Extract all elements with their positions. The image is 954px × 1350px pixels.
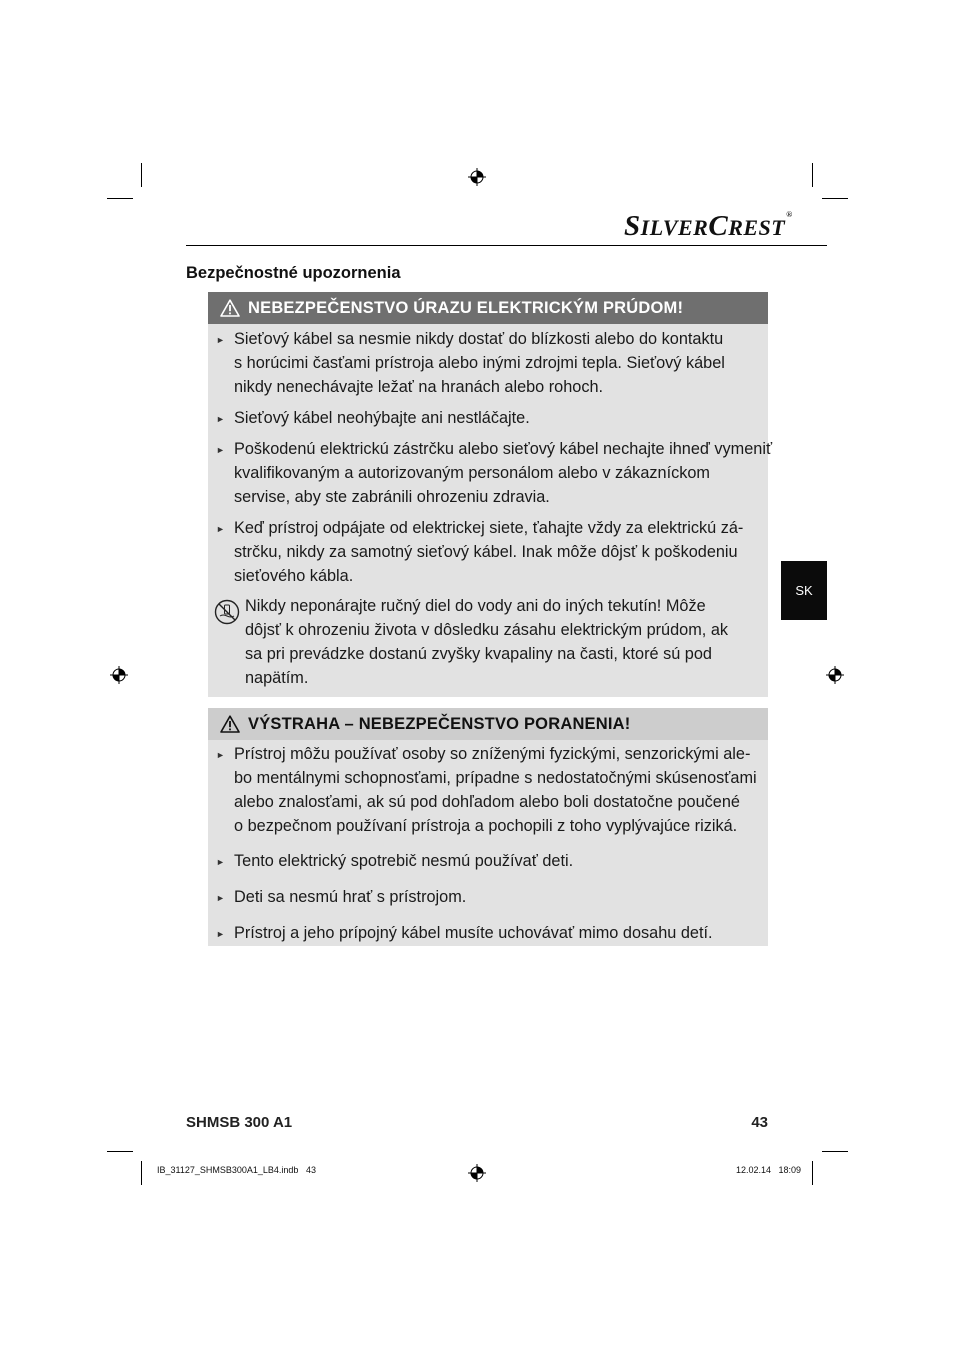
header-rule xyxy=(186,245,827,246)
crop-mark xyxy=(822,1151,848,1152)
warning-box-injury: VÝSTRAHA – NEBEZPEČENSTVO PORANENIA! ► Prístroj môžu používať osoby so zníženými fyzickými, senzorickými ale- bo mentálnymi schopnosťami, prípadne s nedostatočnými skúsenosťami alebo znalosťami, ak sú pod dohľadom alebo boli dostatočne poučené o bezpečnom používaní prístroja a pochopili z toho vyplývajúce riziká. ► Tento elektrický spotrebič nesmú používať deti. ► Deti sa nesmú hrať s prístrojom. ► Prístroj a jeho prípojný kábel musíte uchovávať mimo dosahu detí. xyxy=(208,708,768,946)
crop-mark xyxy=(107,1151,133,1152)
slug-datetime: 12.02.14 18:09 xyxy=(736,1165,802,1175)
page-number: 43 xyxy=(751,1114,768,1131)
language-tab: SK xyxy=(781,561,827,620)
registration-mark-icon xyxy=(826,666,844,684)
no-immersion-icon xyxy=(214,599,240,625)
registration-mark-icon xyxy=(468,168,486,186)
warning-box-electric-shock: NEBEZPEČENSTVO ÚRAZU ELEKTRICKÝM PRÚDOM! ► Sieťový kábel sa nesmie nikdy dostať do blízkosti alebo do kontaktu s horúcimi časťami prístroja alebo inými zdrojmi tepla. Sieťový kábel nikdy nenechávajte ležať na hranách alebo rohoch. ► Sieťový kábel neohýbajte ani nestláčajte. ► Poškodenú elektrickú zástrčku alebo sieťový kábel nechajte ihneď vymeniť kvalifikovaným a autorizovaným personálom alebo v zákazníckom servise, aby ste zabránili ohrozeniu zdravia. ► Keď prístroj odpájate od elektrickej siete, ťahajte vždy za elektrickú zá- strčku, nikdy za samotný sieťový kábel. Inak môže dôjsť k poškodeniu sieťového kábla. Nikdy neponárajte ručný diel do vody ani do iných tekutín! Môže dôjsť k ohrozeniu života v dôsledku zásahu elektrickým prúdom, ak sa pri prevádzke dostanú zvyšky kvapaliny na časti, ktoré sú pod napätím. xyxy=(208,292,768,697)
warning-box-heading: VÝSTRAHA – NEBEZPEČENSTVO PORANENIA! xyxy=(208,708,768,740)
bullet-arrow-icon: ► xyxy=(216,929,225,939)
bullet-arrow-icon: ► xyxy=(216,524,225,534)
bullet-arrow-icon: ► xyxy=(216,335,225,345)
registration-mark-icon xyxy=(110,666,128,684)
registration-mark-icon xyxy=(468,1164,486,1182)
bullet-arrow-icon: ► xyxy=(216,445,225,455)
crop-mark xyxy=(812,1161,813,1185)
bullet-arrow-icon: ► xyxy=(216,414,225,424)
crop-mark xyxy=(141,1161,142,1185)
crop-mark xyxy=(812,163,813,187)
crop-mark xyxy=(141,163,142,187)
warning-triangle-icon xyxy=(220,715,240,733)
bullet-arrow-icon: ► xyxy=(216,750,225,760)
slug-file: IB_31127_SHMSB300A1_LB4.indb 43 xyxy=(157,1165,316,1175)
warning-triangle-icon xyxy=(220,299,240,317)
footer-model: SHMSB 300 A1 xyxy=(186,1114,293,1131)
crop-mark xyxy=(107,198,133,199)
section-title: Bezpečnostné upozornenia xyxy=(186,264,401,282)
bullet-arrow-icon: ► xyxy=(216,857,225,867)
warning-box-heading: NEBEZPEČENSTVO ÚRAZU ELEKTRICKÝM PRÚDOM! xyxy=(208,292,768,324)
crop-mark xyxy=(822,198,848,199)
bullet-arrow-icon: ► xyxy=(216,893,225,903)
brand-logo: SILVERCREST® xyxy=(624,210,793,242)
